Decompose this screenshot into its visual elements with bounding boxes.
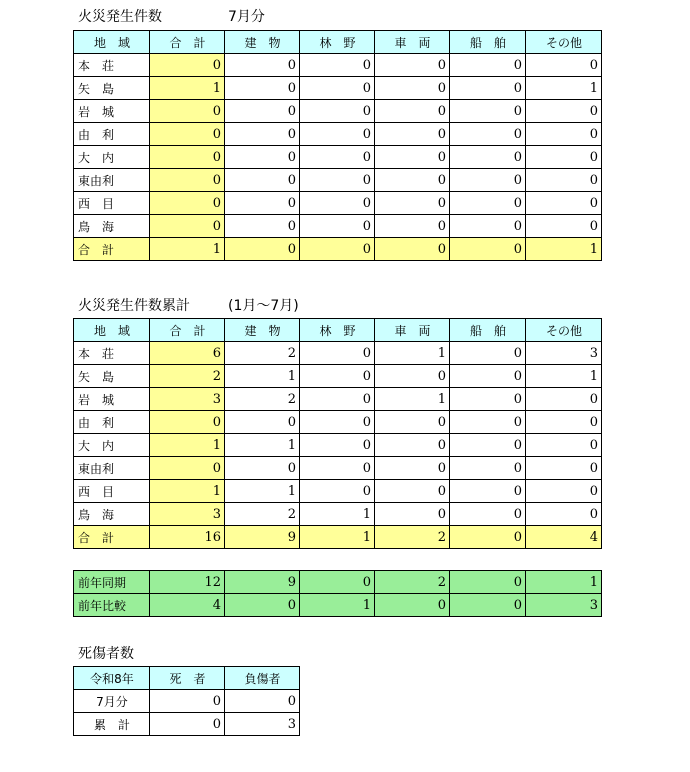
value-cell: 9 [225, 526, 300, 549]
value-cell: 0 [300, 480, 375, 503]
value-cell: 0 [375, 503, 450, 526]
value-cell: 0 [300, 457, 375, 480]
column-header: 合 計 [150, 31, 225, 54]
value-cell: 0 [150, 100, 225, 123]
row-label: 由 利 [74, 123, 150, 146]
value-cell: 0 [526, 169, 602, 192]
value-cell: 1 [375, 388, 450, 411]
value-cell: 0 [375, 365, 450, 388]
column-header: 負傷者 [225, 667, 300, 690]
value-cell: 0 [300, 54, 375, 77]
value-cell: 1 [526, 77, 602, 100]
row-label: 大 内 [74, 434, 150, 457]
value-cell: 0 [450, 54, 526, 77]
value-cell: 0 [450, 192, 526, 215]
column-header: 令和8年 [74, 667, 150, 690]
table-row [74, 411, 602, 434]
value-cell: 0 [450, 238, 526, 261]
row-label: 鳥 海 [74, 503, 150, 526]
value-cell: 0 [300, 434, 375, 457]
comparison-row [74, 594, 602, 617]
value-cell: 6 [150, 342, 225, 365]
value-cell: 0 [225, 100, 300, 123]
column-header: 車 両 [375, 31, 450, 54]
value-cell: 0 [450, 434, 526, 457]
value-cell: 0 [450, 169, 526, 192]
value-cell: 0 [450, 526, 526, 549]
value-cell: 0 [225, 457, 300, 480]
column-header: 船 舶 [450, 319, 526, 342]
value-cell: 0 [526, 457, 602, 480]
value-cell: 1 [225, 434, 300, 457]
value-cell: 3 [225, 713, 300, 736]
table-row [74, 100, 602, 123]
value-cell: 0 [375, 594, 450, 617]
section1-title: 火災発生件数 [78, 9, 162, 25]
value-cell: 0 [526, 54, 602, 77]
value-cell: 0 [300, 411, 375, 434]
value-cell: 0 [150, 146, 225, 169]
table-row [74, 365, 602, 388]
value-cell: 0 [375, 480, 450, 503]
value-cell: 0 [450, 342, 526, 365]
value-cell: 0 [225, 54, 300, 77]
row-label: 累 計 [74, 713, 150, 736]
value-cell: 0 [526, 215, 602, 238]
row-label: 西 目 [74, 480, 150, 503]
value-cell: 0 [375, 215, 450, 238]
value-cell: 0 [450, 571, 526, 594]
value-cell: 0 [225, 594, 300, 617]
section2-title: 火災発生件数累計 [78, 298, 190, 314]
value-cell: 3 [526, 594, 602, 617]
value-cell: 1 [150, 238, 225, 261]
value-cell: 0 [300, 192, 375, 215]
value-cell: 0 [450, 123, 526, 146]
value-cell: 0 [225, 77, 300, 100]
value-cell: 1 [150, 480, 225, 503]
value-cell: 1 [526, 238, 602, 261]
value-cell: 0 [375, 238, 450, 261]
value-cell: 0 [300, 123, 375, 146]
value-cell: 12 [150, 571, 225, 594]
value-cell: 0 [150, 54, 225, 77]
value-cell: 0 [300, 169, 375, 192]
value-cell: 1 [375, 342, 450, 365]
row-label: 本 荘 [74, 54, 150, 77]
row-label: 本 荘 [74, 342, 150, 365]
table-row [74, 169, 602, 192]
casualty-table [73, 666, 300, 736]
value-cell: 0 [225, 192, 300, 215]
value-cell: 1 [300, 594, 375, 617]
column-header: 地 域 [74, 319, 150, 342]
row-label: 前年比較 [74, 594, 150, 617]
value-cell: 0 [300, 77, 375, 100]
value-cell: 0 [150, 457, 225, 480]
value-cell: 16 [150, 526, 225, 549]
section2-period: (1月～7月) [228, 298, 299, 314]
value-cell: 0 [450, 77, 526, 100]
value-cell: 0 [375, 77, 450, 100]
row-label: 合 計 [74, 526, 150, 549]
row-label: 東由利 [74, 169, 150, 192]
value-cell: 2 [150, 365, 225, 388]
section3-title: 死傷者数 [78, 646, 134, 662]
value-cell: 0 [450, 146, 526, 169]
value-cell: 0 [150, 713, 225, 736]
value-cell: 0 [375, 100, 450, 123]
row-label: 由 利 [74, 411, 150, 434]
monthly-fire-table [73, 30, 602, 261]
value-cell: 0 [526, 146, 602, 169]
value-cell: 2 [375, 526, 450, 549]
value-cell: 0 [450, 594, 526, 617]
table-row [74, 342, 602, 365]
value-cell: 1 [300, 526, 375, 549]
row-label: 前年同期 [74, 571, 150, 594]
value-cell: 0 [375, 457, 450, 480]
value-cell: 9 [225, 571, 300, 594]
table-row [74, 503, 602, 526]
column-header: 林 野 [300, 31, 375, 54]
table-row [74, 434, 602, 457]
year-comparison-table [73, 570, 602, 617]
value-cell: 0 [300, 100, 375, 123]
value-cell: 0 [526, 192, 602, 215]
column-header: 林 野 [300, 319, 375, 342]
table-row [74, 713, 300, 736]
value-cell: 2 [375, 571, 450, 594]
table-row [74, 457, 602, 480]
cumulative-fire-table [73, 318, 602, 549]
value-cell: 0 [150, 690, 225, 713]
value-cell: 0 [450, 457, 526, 480]
table-row [74, 690, 300, 713]
value-cell: 3 [150, 503, 225, 526]
value-cell: 0 [225, 169, 300, 192]
column-header: 建 物 [225, 31, 300, 54]
table-row [74, 54, 602, 77]
row-label: 7月分 [74, 690, 150, 713]
row-label: 矢 島 [74, 77, 150, 100]
value-cell: 0 [150, 192, 225, 215]
value-cell: 0 [375, 146, 450, 169]
column-header: 建 物 [225, 319, 300, 342]
value-cell: 0 [300, 238, 375, 261]
section1-period: 7月分 [228, 9, 265, 25]
value-cell: 4 [150, 594, 225, 617]
row-label: 合 計 [74, 238, 150, 261]
value-cell: 0 [526, 411, 602, 434]
value-cell: 0 [150, 215, 225, 238]
previous-year-row [74, 571, 602, 594]
value-cell: 0 [450, 480, 526, 503]
value-cell: 0 [225, 215, 300, 238]
row-label: 矢 島 [74, 365, 150, 388]
table-row [74, 77, 602, 100]
value-cell: 1 [225, 480, 300, 503]
column-header: 地 域 [74, 31, 150, 54]
header-row [74, 31, 602, 54]
value-cell: 0 [375, 54, 450, 77]
value-cell: 0 [450, 503, 526, 526]
value-cell: 0 [225, 411, 300, 434]
value-cell: 0 [526, 434, 602, 457]
value-cell: 0 [300, 215, 375, 238]
row-label: 東由利 [74, 457, 150, 480]
table-row [74, 192, 602, 215]
column-header: 船 舶 [450, 31, 526, 54]
value-cell: 0 [526, 503, 602, 526]
table-row [74, 123, 602, 146]
table-row [74, 480, 602, 503]
header-row [74, 319, 602, 342]
value-cell: 0 [526, 123, 602, 146]
row-label: 鳥 海 [74, 215, 150, 238]
value-cell: 0 [150, 123, 225, 146]
row-label: 岩 城 [74, 388, 150, 411]
column-header: その他 [526, 319, 602, 342]
value-cell: 4 [526, 526, 602, 549]
value-cell: 0 [225, 146, 300, 169]
value-cell: 0 [526, 388, 602, 411]
value-cell: 0 [300, 388, 375, 411]
table-row [74, 388, 602, 411]
column-header: 合 計 [150, 319, 225, 342]
value-cell: 0 [225, 238, 300, 261]
header-row [74, 667, 300, 690]
value-cell: 1 [150, 434, 225, 457]
total-row [74, 526, 602, 549]
table-row [74, 146, 602, 169]
value-cell: 2 [225, 342, 300, 365]
row-label: 西 目 [74, 192, 150, 215]
value-cell: 0 [300, 365, 375, 388]
value-cell: 3 [526, 342, 602, 365]
row-label: 大 内 [74, 146, 150, 169]
value-cell: 0 [375, 434, 450, 457]
value-cell: 1 [300, 503, 375, 526]
value-cell: 1 [526, 365, 602, 388]
value-cell: 0 [375, 169, 450, 192]
value-cell: 0 [300, 146, 375, 169]
value-cell: 3 [150, 388, 225, 411]
value-cell: 0 [450, 365, 526, 388]
value-cell: 0 [526, 480, 602, 503]
value-cell: 0 [450, 215, 526, 238]
value-cell: 0 [150, 169, 225, 192]
value-cell: 0 [375, 192, 450, 215]
value-cell: 1 [150, 77, 225, 100]
value-cell: 0 [450, 388, 526, 411]
value-cell: 2 [225, 388, 300, 411]
value-cell: 0 [375, 411, 450, 434]
value-cell: 0 [225, 690, 300, 713]
value-cell: 0 [526, 100, 602, 123]
value-cell: 0 [300, 342, 375, 365]
value-cell: 1 [225, 365, 300, 388]
value-cell: 0 [375, 123, 450, 146]
total-row [74, 238, 602, 261]
column-header: 死 者 [150, 667, 225, 690]
value-cell: 2 [225, 503, 300, 526]
column-header: 車 両 [375, 319, 450, 342]
value-cell: 1 [526, 571, 602, 594]
column-header: その他 [526, 31, 602, 54]
value-cell: 0 [450, 411, 526, 434]
table-row [74, 215, 602, 238]
value-cell: 0 [450, 100, 526, 123]
row-label: 岩 城 [74, 100, 150, 123]
value-cell: 0 [150, 411, 225, 434]
value-cell: 0 [300, 571, 375, 594]
value-cell: 0 [225, 123, 300, 146]
